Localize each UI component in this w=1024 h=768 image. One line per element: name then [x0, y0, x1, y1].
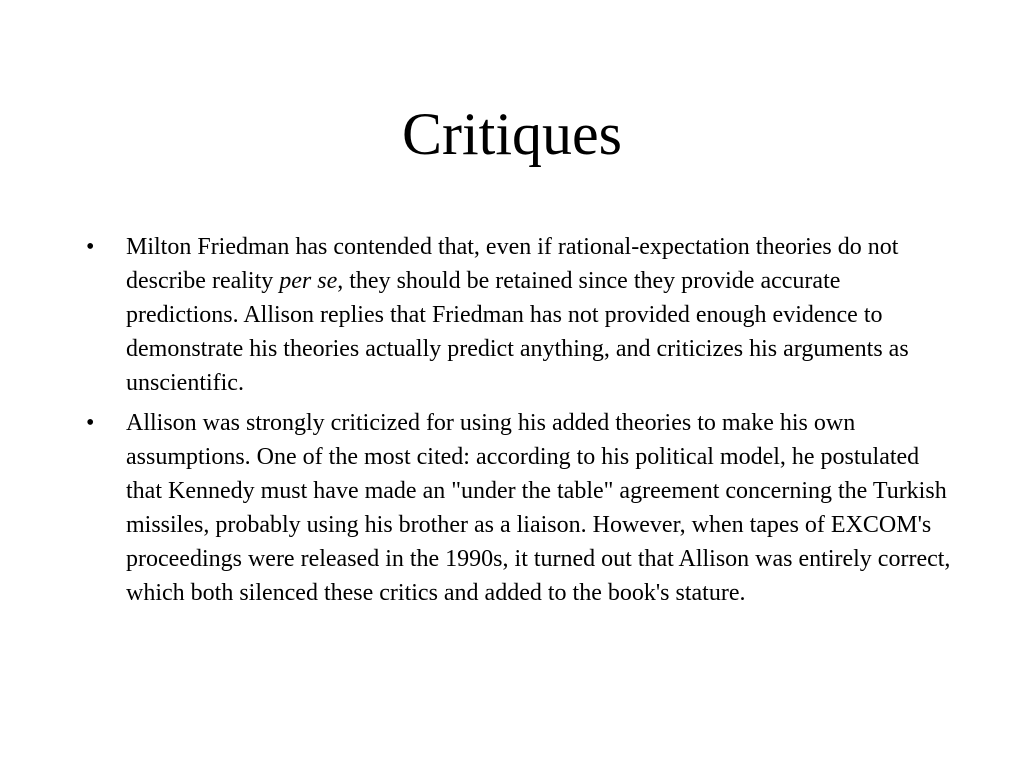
- bullet-icon: •: [86, 234, 95, 260]
- bullet-item: [86, 406, 956, 610]
- bullet-item: [86, 230, 956, 400]
- bullet-text-after-italic: , they should be retained since they provide accurate predictions. Allison replies that Friedman has not provided enough evidence to demonstrate his theories actually predict anything, and criticizes his arguments as unscientific.: [126, 268, 909, 396]
- bullet-text-italic: per se: [279, 268, 338, 294]
- bullet-list: [86, 230, 956, 616]
- slide-title: Critiques: [402, 101, 622, 167]
- bullet-text: Allison was strongly criticized for using his added theories to make his own assumptions. One of the most cited: according to his political model, he postulated that Kennedy must have made an "under the table" agreement concerning the Turkish missiles, probably using his brother as a liaison. However, when tapes of EXCOM's proceedings were released in the 1990s, it turned out that Allison was entirely correct, which both silenced these critics and added to the book's stature.: [126, 410, 951, 606]
- bullet-text: [126, 234, 909, 396]
- bullet-icon: •: [86, 410, 95, 436]
- bullet-text-before-italic: Milton Friedman has contended that, even if rational-expectation theories do not describe reality: [126, 234, 899, 294]
